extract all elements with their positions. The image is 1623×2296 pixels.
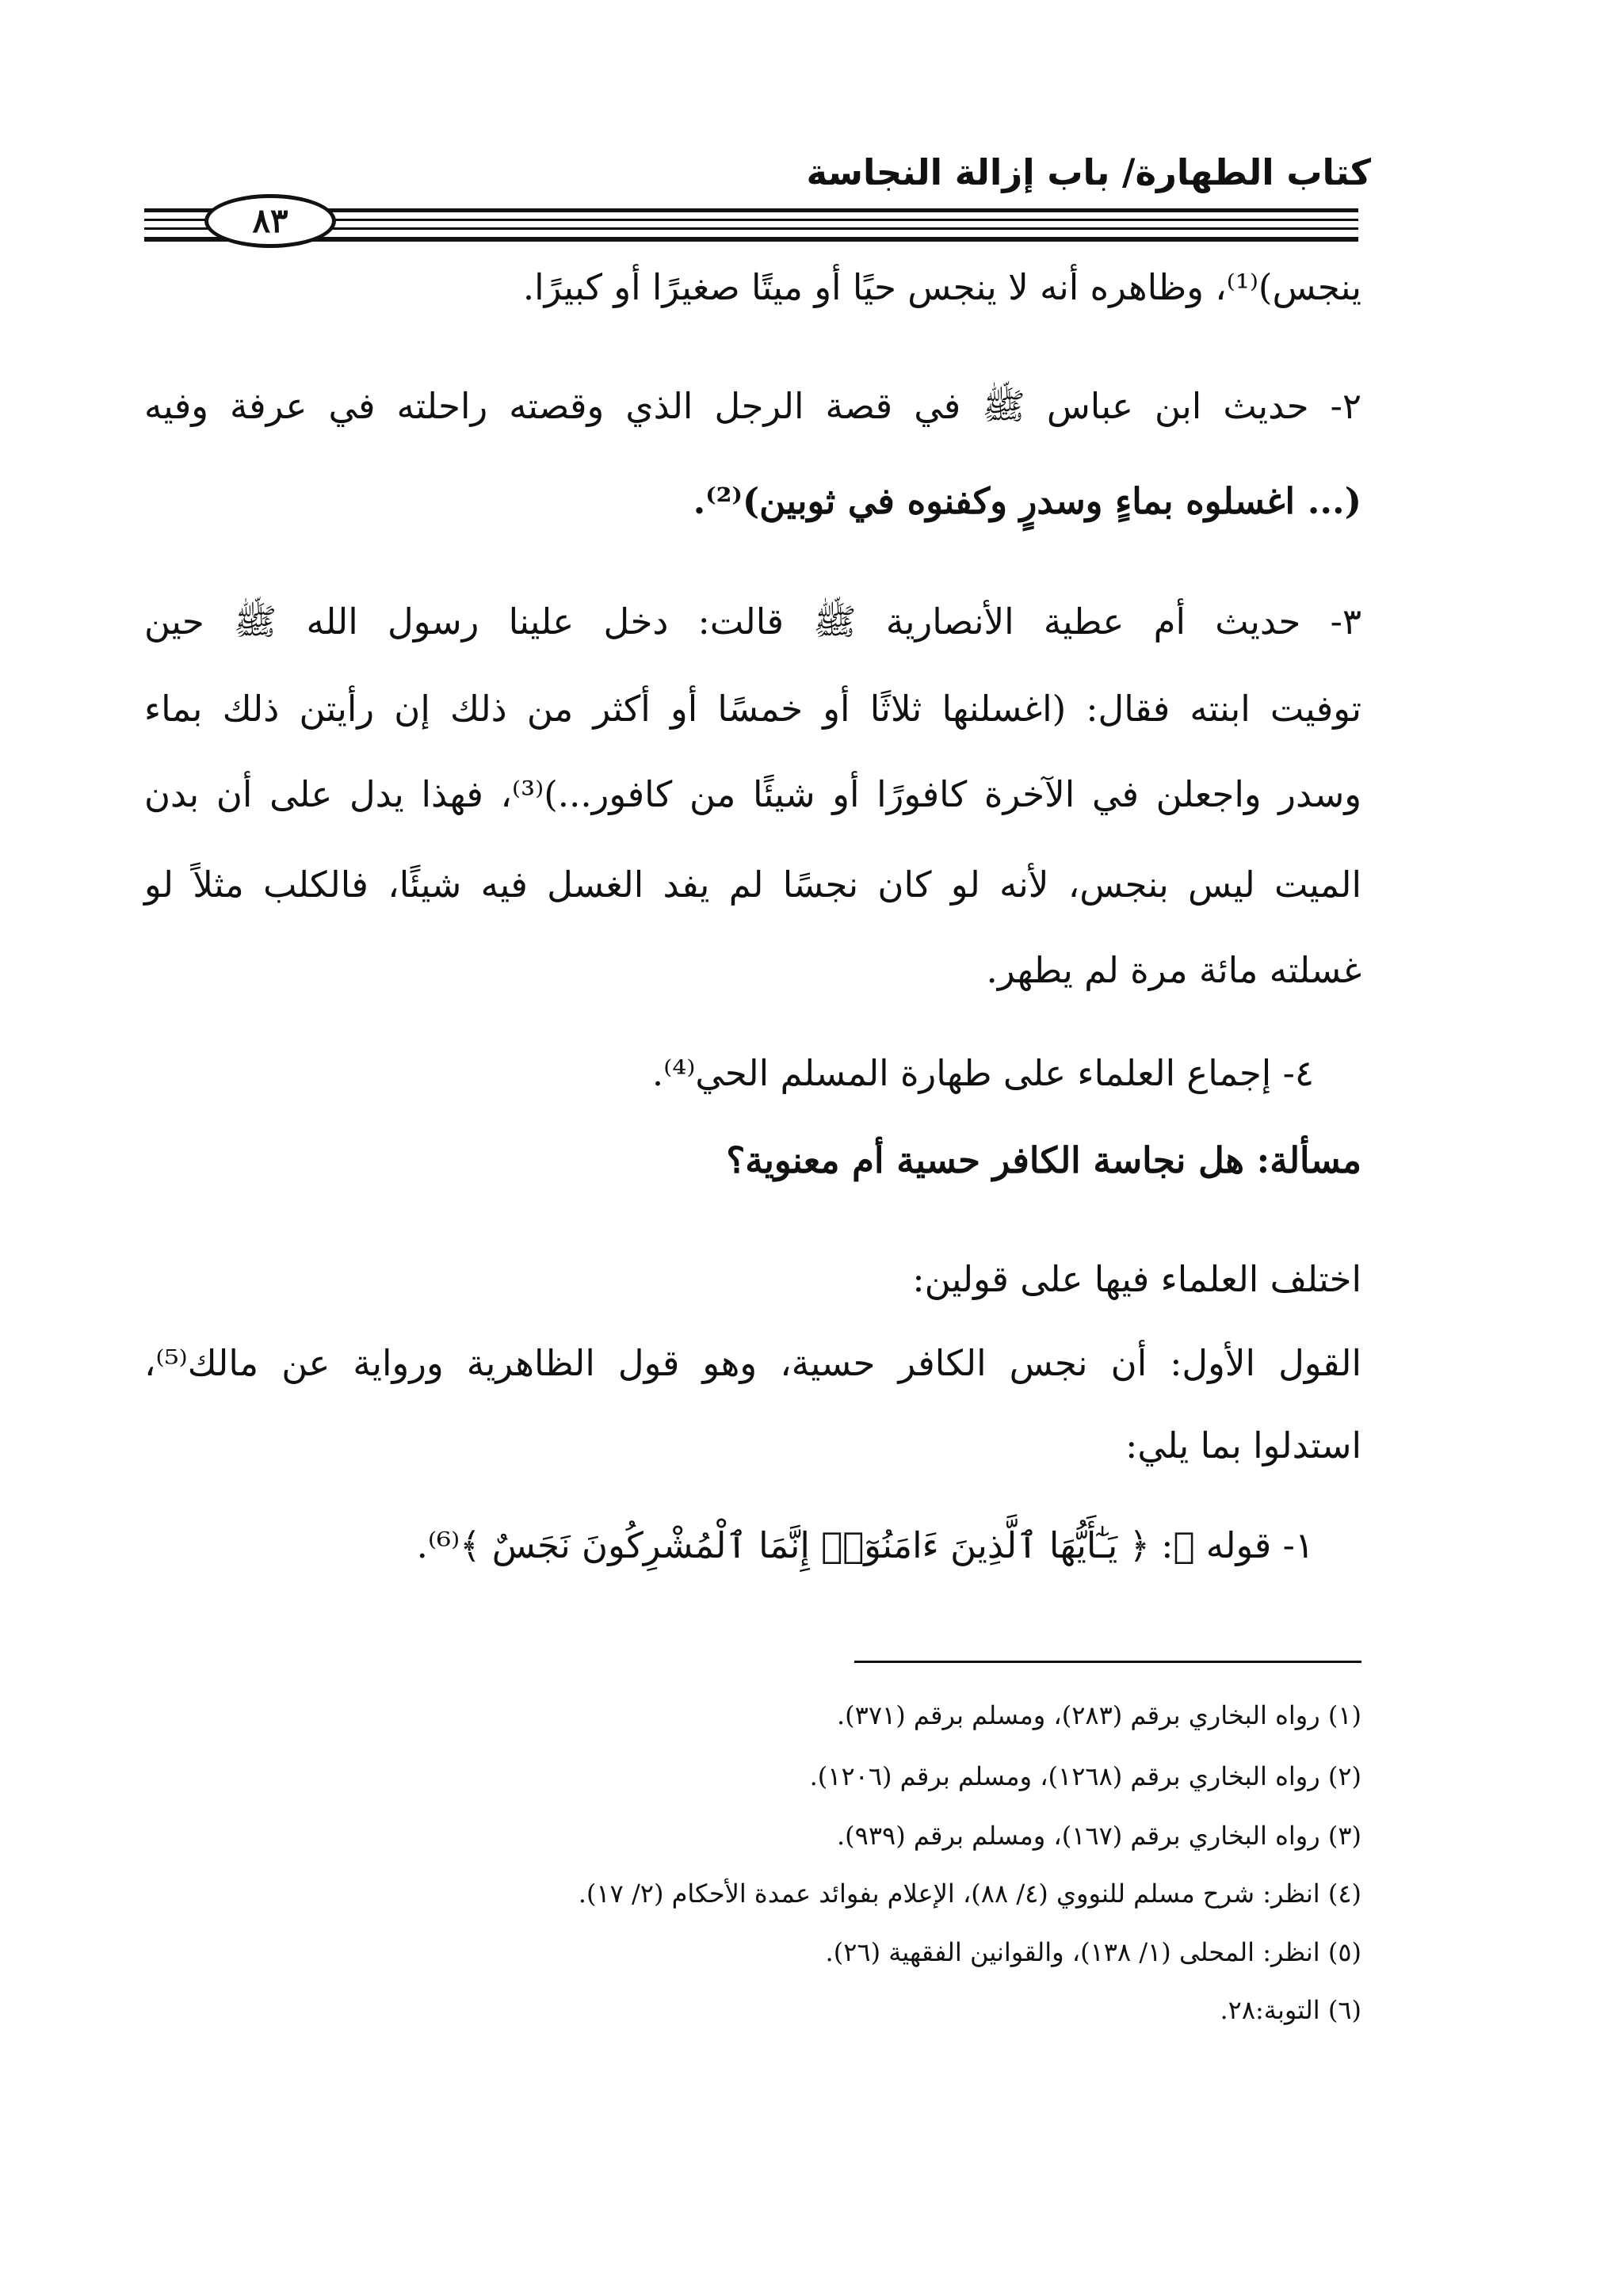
body-line-5: توفيت ابنته فقال: (اغسلنها ثلاثًا أو خمسًا أو أكثر من ذلك إن رأيتن ذلك بماء	[144, 688, 1361, 730]
body-line-7: الميت ليس بنجس، لأنه لو كان نجسًا لم يفد الغسل فيه شيئًا، فالكلب مثلاً لو	[144, 864, 1361, 906]
footnote-4: (٤) انظر: شرح مسلم للنووي (٤/ ٨٨)، الإعلام بفوائد عمدة الأحكام (٢/ ١٧).	[578, 1878, 1361, 1909]
body-line-1: ينجس)⁽¹⁾، وظاهره أنه لا ينجس حيًا أو ميتًا صغيرًا أو كبيرًا.	[522, 266, 1361, 308]
body-line-6: وسدر واجعلن في الآخرة كافورًا أو شيئًا من كافور...)⁽³⁾، فهذا يدل على أن بدن	[144, 773, 1362, 815]
body-line-8: غسلته مائة مرة لم يطهر.	[986, 949, 1361, 991]
header-rule-line	[144, 237, 1358, 242]
body-line-11: اختلف العلماء فيها على قولين:	[912, 1258, 1361, 1300]
body-line-9: ٤- إجماع العلماء على طهارة المسلم الحي⁽⁴⁾.	[651, 1052, 1314, 1094]
footnote-2: (٢) رواه البخاري برقم (١٢٦٨)، ومسلم برقم (١٢٠٦).	[809, 1761, 1361, 1791]
footnote-6: (٦) التوبة:٢٨.	[1220, 1995, 1361, 2025]
body-line-3: (... اغسلوه بماءٍ وسدرٍ وكفنوه في ثوبين)⁽²⁾.	[693, 480, 1361, 522]
footnote-3: (٣) رواه البخاري برقم (١٦٧)، ومسلم برقم (٩٣٩).	[836, 1821, 1361, 1851]
footnote-separator	[854, 1661, 1361, 1663]
page-number-badge: ٨٣	[204, 194, 336, 248]
question-heading: مسألة: هل نجاسة الكافر حسية أم معنوية؟	[726, 1139, 1361, 1181]
running-header-title: كتاب الطهارة/ باب إزالة النجاسة	[806, 151, 1371, 193]
quran-verse-line: ١- قوله ﷻ: ﴿ يَـٰٓأَيُّهَا ٱلَّذِينَ ءَامَنُوٓا۟ إِنَّمَا ٱلْمُشْرِكُونَ نَجَسٌ ﴾⁽⁶⁾.	[416, 1524, 1314, 1566]
body-line-2: ٢- حديث ابن عباس ﷺ في قصة الرجل الذي وقصته راحلته في عرفة وفيه	[144, 385, 1361, 427]
body-line-12: القول الأول: أن نجس الكافر حسية، وهو قول الظاهرية ورواية عن مالك⁽⁵⁾،	[144, 1342, 1361, 1384]
footnote-5: (٥) انظر: المحلى (١/ ١٣٨)، والقوانين الفقهية (٢٦).	[825, 1937, 1361, 1967]
footnote-1: (١) رواه البخاري برقم (٢٨٣)، ومسلم برقم (٣٧١).	[836, 1700, 1361, 1730]
body-line-4: ٣- حديث أم عطية الأنصارية ﷺ قالت: دخل علينا رسول الله ﷺ حين	[144, 601, 1361, 643]
body-line-13: استدلوا بما يلي:	[1125, 1425, 1361, 1466]
